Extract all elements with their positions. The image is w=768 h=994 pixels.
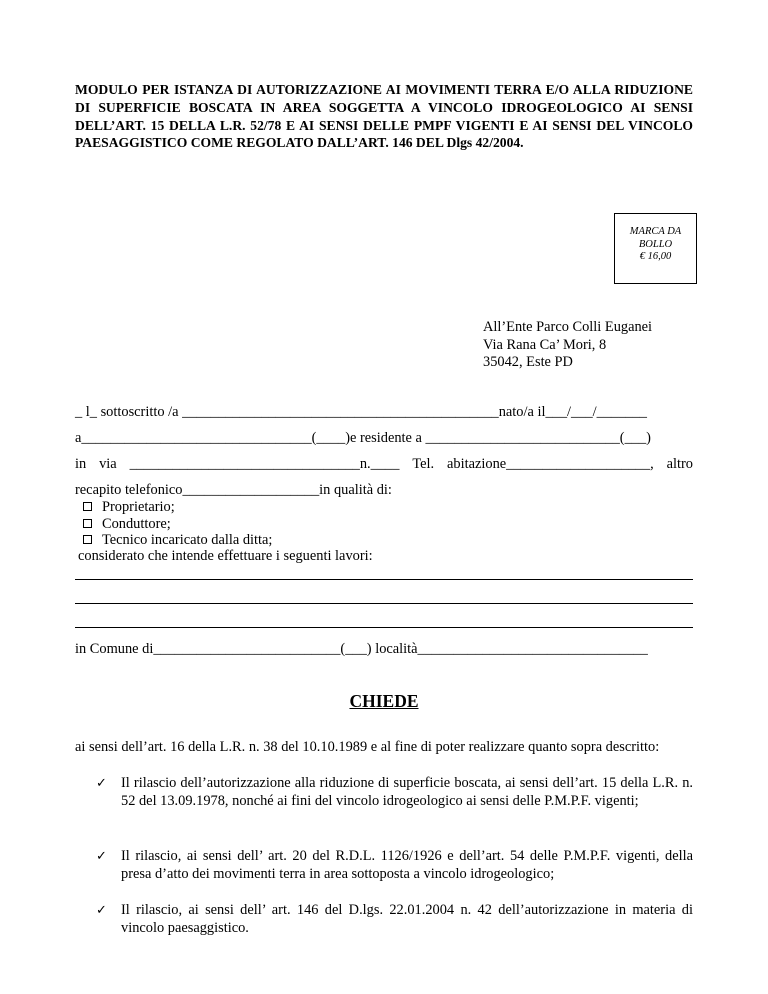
comune-line: in Comune di__________________________(___) località________________________________: [75, 641, 648, 657]
address-phone-word: abitazione____________________,: [447, 456, 654, 472]
option-tecnico: Tecnico incaricato dalla ditta;: [83, 532, 272, 549]
request-item: [96, 775, 693, 811]
revenue-stamp-box: MARCA DA BOLLO € 16,00: [614, 213, 697, 284]
section-heading: CHIEDE: [349, 691, 419, 711]
works-label: considerato che intende effettuare i seguenti lavori:: [78, 548, 373, 564]
intro-paragraph: ai sensi dell’art. 16 della L.R. n. 38 del 10.10.1989 e al fine di poter realizzare quanto sopra descritto:: [75, 739, 660, 755]
checkmark-icon: ✓: [96, 776, 107, 791]
checkbox-icon[interactable]: [83, 502, 92, 511]
address-phone-word: altro: [666, 456, 693, 472]
request-text: Il rilascio dell’autorizzazione alla riduzione di superficie boscata, ai sensi dell’art. 15 della L.R. n. 52 del 13.09.1978, nonché ai fini del vincolo idrogeologico ai sensi delle P.M.P.F. vigenti;: [121, 775, 693, 809]
address-phone-word: in: [75, 456, 87, 472]
recipient-line-1: All’Ente Parco Colli Euganei: [483, 319, 653, 335]
recipient-line-2: Via Rana Ca’ Mori, 8: [483, 336, 607, 353]
recipient-line-3: 35042, Este PD: [483, 354, 573, 370]
works-blank-line[interactable]: [75, 603, 693, 604]
option-proprietario: Proprietario;: [83, 499, 272, 516]
request-text: Il rilascio, ai sensi dell’ art. 146 del D.lgs. 22.01.2004 n. 42 dell’autorizzazione in materia di vincolo paesaggistico.: [121, 902, 693, 936]
address-phone-word: ________________________________n.____: [129, 456, 400, 472]
option-conduttore: Conduttore;: [83, 516, 272, 533]
checkbox-icon[interactable]: [83, 519, 92, 528]
phone-role-line: recapito telefonico___________________in qualità di:: [75, 482, 392, 498]
address-phone-word: via: [99, 456, 117, 472]
recipient-address: [483, 319, 652, 372]
request-item: [96, 902, 693, 938]
works-blank-line[interactable]: [75, 579, 693, 580]
role-options: [83, 499, 272, 549]
address-phone-line: [75, 455, 693, 473]
checkmark-icon: ✓: [96, 903, 107, 918]
birthplace-residence-line: a________________________________(____)e residente a ___________________________(___): [75, 430, 651, 446]
checkmark-icon: ✓: [96, 849, 107, 864]
works-blank-line[interactable]: [75, 627, 693, 628]
document-title: MODULO PER ISTANZA DI AUTORIZZAZIONE AI MOVIMENTI TERRA E/O ALLA RIDUZIONE DI SUPERFICIE BOSCATA IN AREA SOGGETTA A VINCOLO IDROGEOLOGICO AI SENSI DELL’ART. 15 DELLA L.R. 52/78 E AI SENSI DELLE PMPF VIGENTI E AI SENSI DEL VINCOLO PAESAGGISTICO COME REGOLATO DALL’ART. 146 DEL Dlgs 42/2004.: [75, 82, 693, 151]
request-item: [96, 848, 693, 884]
request-text: Il rilascio, ai sensi dell’ art. 20 del R.D.L. 1126/1926 e dell’art. 54 delle P.M.P.F. vigenti, della presa d’atto dei movimenti terra in area sottoposta a vincolo idrogeologico;: [121, 848, 693, 882]
signatory-line: _ l_ sottoscritto /a ____________________________________________nato/a il___/___/_______: [75, 404, 648, 420]
address-phone-word: Tel.: [412, 456, 435, 472]
checkbox-icon[interactable]: [83, 535, 92, 544]
